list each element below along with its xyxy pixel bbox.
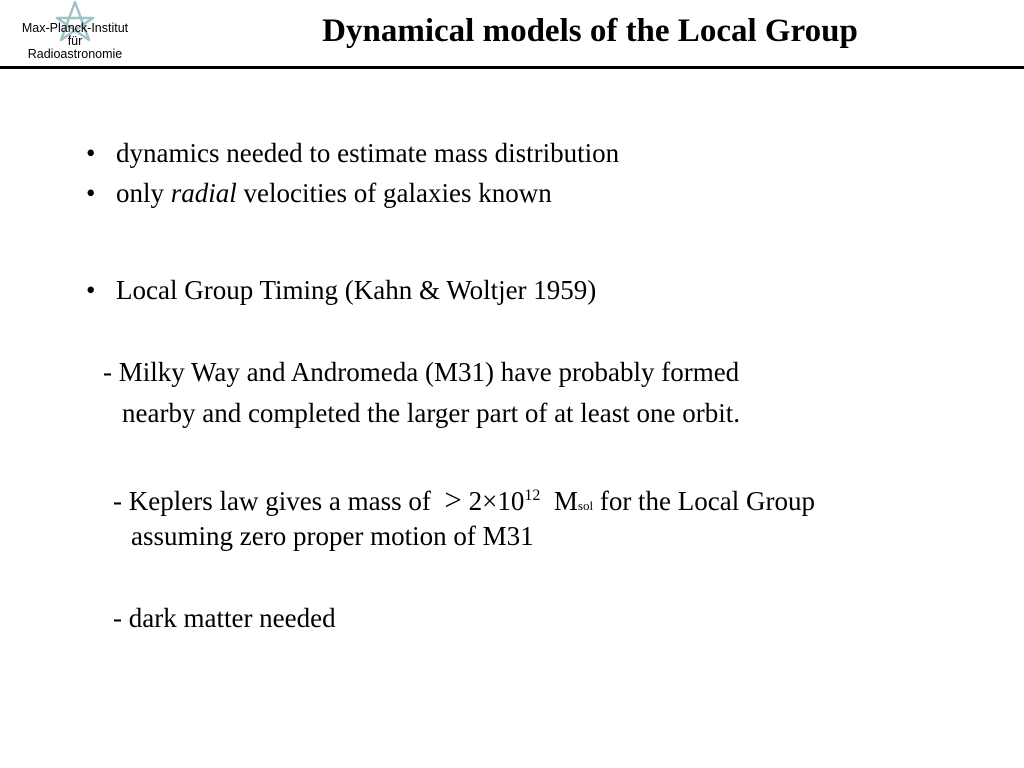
kepler-line-2: assuming zero proper motion of M31 (131, 521, 534, 551)
mass-mantissa: 2×10 (468, 486, 525, 516)
mass-unit-subscript: sol (577, 498, 594, 513)
kepler-prefix: - Keplers law gives a mass of (113, 486, 438, 516)
logo-line-1: Max-Planck-Institut (21, 21, 129, 35)
slide-title: Dynamical models of the Local Group (322, 13, 858, 49)
bullet-item-radial (86, 176, 552, 210)
logo-line-3: Radioastronomie (27, 47, 123, 61)
bullet-text-suffix: velocities of galaxies known (236, 178, 552, 208)
bullet-marker: • (86, 275, 96, 305)
bullet-text-emphasis: radial (170, 178, 237, 208)
dark-matter-line: - dark matter needed (113, 603, 336, 633)
kepler-line-1 (113, 479, 815, 523)
mass-exponent: 12 (524, 487, 541, 504)
bullet-marker: • (86, 178, 96, 208)
milky-way-line-1: - Milky Way and Andromeda (M31) have probably formed (103, 357, 740, 387)
kepler-suffix: for the Local Group (593, 486, 815, 516)
title-divider (0, 66, 1024, 69)
mass-unit: M (553, 486, 578, 516)
logo-line-2: für (67, 34, 83, 48)
bullet-text-prefix: only (116, 178, 171, 208)
bullet-text: Local Group Timing (Kahn & Woltjer 1959) (116, 275, 597, 305)
bullet-item-timing (86, 273, 596, 307)
bullet-item-dynamics (86, 136, 619, 170)
greater-than-symbol: > (444, 482, 462, 517)
milky-way-line-2: nearby and completed the larger part of at least one orbit. (122, 398, 741, 428)
mpifr-logo (0, 0, 150, 68)
bullet-marker: • (86, 138, 96, 168)
bullet-text: dynamics needed to estimate mass distribution (116, 138, 620, 168)
